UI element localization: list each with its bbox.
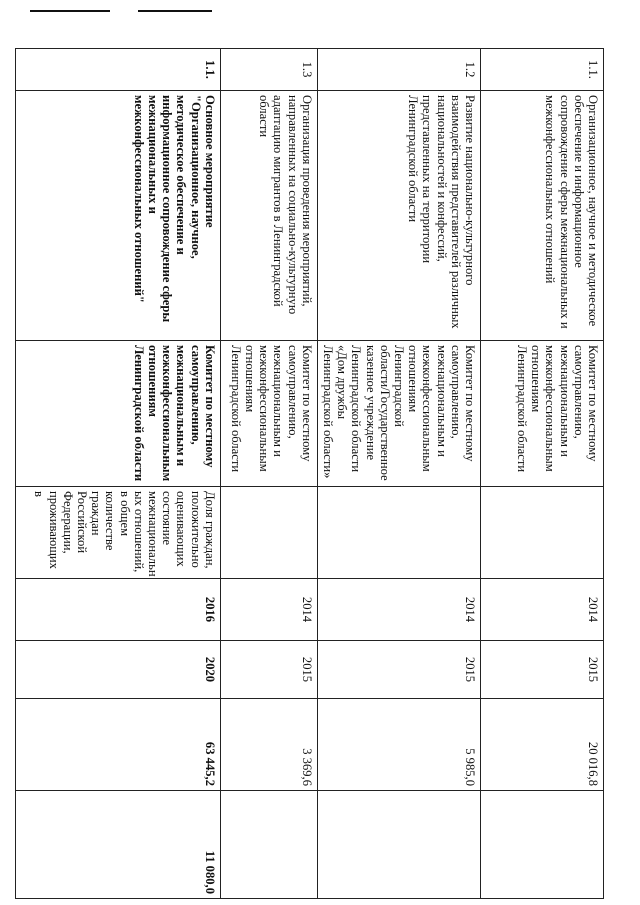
amount-cell: 20 016,8 (481, 699, 604, 791)
end-year: 2015 (317, 641, 480, 699)
table-row (220, 49, 317, 899)
executor-cell: Комитет по местному самоуправлению, межнациональным и межконфессиональным отношениям Ленинградской области (481, 341, 604, 487)
extra-amount-cell (317, 791, 480, 899)
executor-cell: Комитет по местному самоуправлению, межнациональным и межконфессиональным отношениям Ленинградской области (15, 341, 220, 487)
executor-cell: Комитет по местному самоуправлению, межнациональным и межконфессиональным отношениям Ленинградской области/Государственное казенное учреждение Ленинградской области «Дом дружбы Ленинградской области» (317, 341, 480, 487)
end-year: 2020 (15, 641, 220, 699)
start-year: 2014 (481, 579, 604, 641)
row-number: 1.2 (317, 49, 480, 91)
start-year: 2014 (317, 579, 480, 641)
activity-title: Организационное, научное и методическое обеспечение и информационное сопровождение сферы межнациональных и межконфессиональных отношений (481, 91, 604, 341)
scan-edge-mark (30, 10, 110, 12)
table-row (15, 49, 220, 899)
activity-title: Организация проведения мероприятий, направленных на социально-культурную адаптацию мигрантов в Ленинградской области (220, 91, 317, 341)
table-row (317, 49, 480, 899)
extra-amount-cell (220, 791, 317, 899)
activity-title: Развитие национально-культурного взаимодействия представителей различных национальностей и конфессий, представленных на территории Ленинградской области (317, 91, 480, 341)
indicator-cell: Доля граждан, положительно оценивающих состояние межнациональн ых отношений, в общем количестве граждан Российской Федерации, проживающих в (15, 487, 220, 579)
amount-cell: 63 445,2 (15, 699, 220, 791)
amount-cell: 3 369,6 (220, 699, 317, 791)
end-year: 2015 (481, 641, 604, 699)
indicator-cell (481, 487, 604, 579)
start-year: 2016 (15, 579, 220, 641)
row-number: 1.1. (15, 49, 220, 91)
indicator-cell (220, 487, 317, 579)
start-year: 2014 (220, 579, 317, 641)
end-year: 2015 (220, 641, 317, 699)
table-row (481, 49, 604, 899)
program-activities-table (15, 48, 604, 899)
rotated-table-container (34, 48, 604, 898)
extra-amount-cell: 11 080,0 (15, 791, 220, 899)
activity-title: Основное мероприятие "Организационное, научное, методическое обеспечение и информационное сопровождение сферы межнациональных и межконфессиональных отношений" (15, 91, 220, 341)
extra-amount-cell (481, 791, 604, 899)
scan-edge-mark (138, 10, 212, 12)
indicator-cell (317, 487, 480, 579)
executor-cell: Комитет по местному самоуправлению, межнациональным и межконфессиональным отношениям Ленинградской области (220, 341, 317, 487)
row-number: 1.3 (220, 49, 317, 91)
row-number: 1.1. (481, 49, 604, 91)
table-body (15, 49, 603, 899)
amount-cell: 5 985,0 (317, 699, 480, 791)
